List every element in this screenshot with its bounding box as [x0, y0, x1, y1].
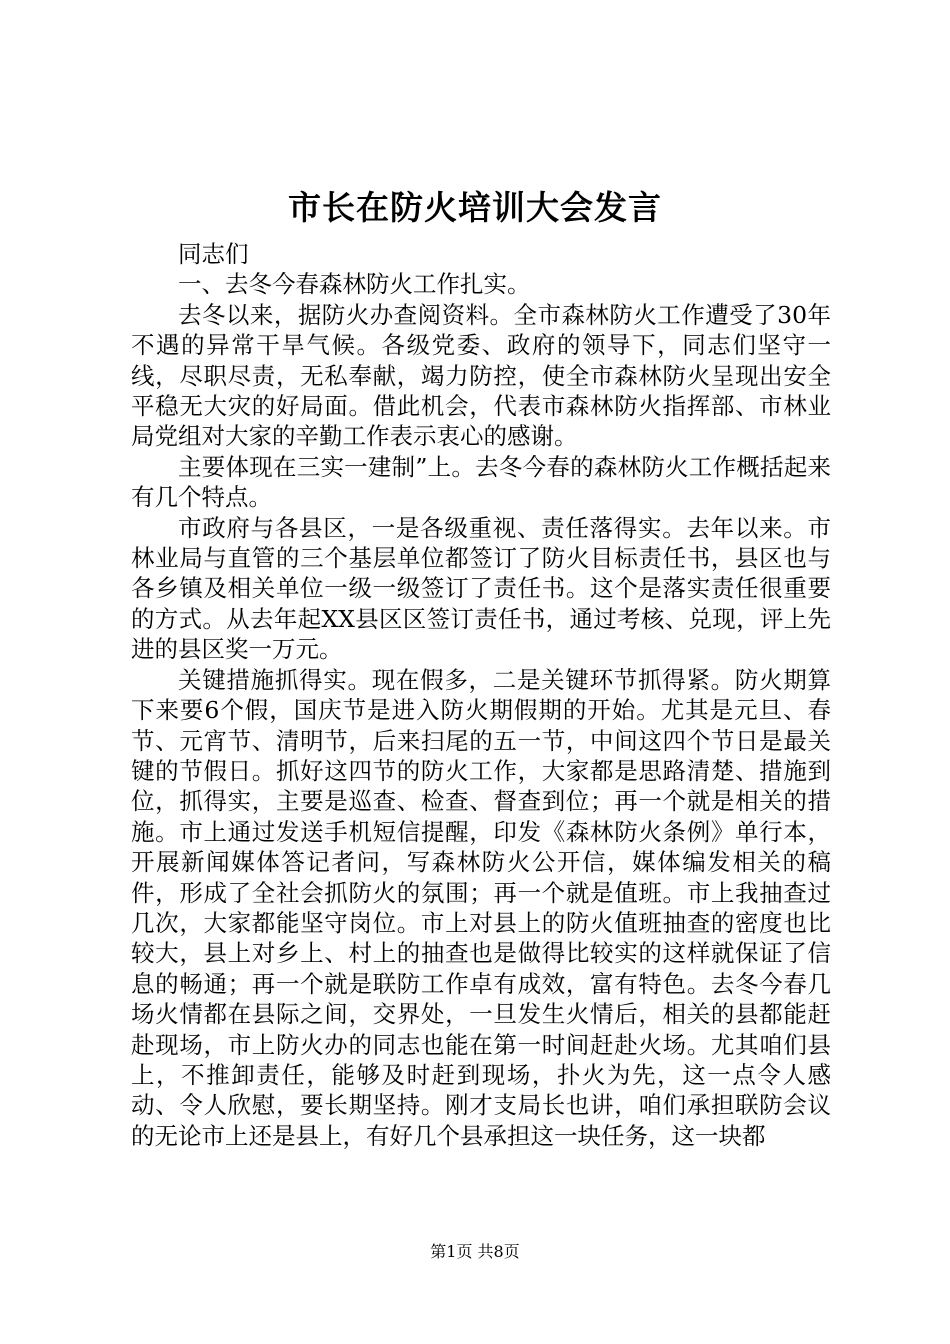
paragraph: 关键措施抓得实。现在假多，二是关键环节抓得紧。防火期算下来要6个假，国庆节是进入防火期假期的开始。尤其是元旦、春节、元宵节、清明节，后来扫尾的五一节，中间这四个节日是最关键的节假日。抓好这四节的防火工作，大家都是思路清楚、措施到位，抓得实，主要是巡查、检查、督查到位；再一个就是相关的措施。市上通过发送手机短信提醒，印发《森林防火条例》单行本，开展新闻媒体答记者问，写森林防火公开信，媒体编发相关的稿件，形成了全社会抓防火的氛围；再一个就是值班。市上我抽查过几次，大家都能坚守岗位。市上对县上的防火值班抽查的密度也比较大，县上对乡上、村上的抽查也是做得比较实的这样就保证了信息的畅通；再一个就是联防工作卓有成效，富有特色。去冬今春几场火情都在县际之间，交界处，一旦发生火情后，相关的县都能赶赴现场，市上防火办的同志也能在第一时间赶赴火场。尤其咱们县上，不推卸责任，能够及时赶到现场，扑火为先，这一点令人感动、令人欣慰，要长期坚持。刚才支局长也讲，咱们承担联防会议的无论市上还是县上，有好几个县承担这一块任务，这一块都 [131, 665, 831, 1150]
paragraph: 主要体现在三实一建制”上。去冬今春的森林防火工作概括起来有几个特点。 [131, 452, 831, 512]
document-body [131, 239, 831, 1151]
paragraph: 去冬以来，据防火办查阅资料。全市森林防火工作遭受了30年不遇的异常干旱气候。各级党委、政府的领导下，同志们坚守一线，尽职尽责，无私奉献，竭力防控，使全市森林防火呈现出安全平稳无大灾的好局面。借此机会，代表市森林防火指挥部、市林业局党组对大家的辛勤工作表示衷心的感谢。 [131, 300, 831, 451]
page-number-footer: 第1页 共8页 [430, 1242, 520, 1261]
paragraph-section-heading: 一、去冬今春森林防火工作扎实。 [178, 270, 531, 299]
paragraph-salutation: 同志们 [178, 240, 249, 268]
paragraph: 市政府与各县区，一是各级重视、责任落得实。去年以来。市林业局与直管的三个基层单位都签订了防火目标责任书，县区也与各乡镇及相关单位一级一级签订了责任书。这个是落实责任很重要的方式。从去年起XX县区区签订责任书，通过考核、兑现，评上先进的县区奖一万元。 [131, 513, 831, 664]
document-title: 市长在防火培训大会发言 [288, 188, 662, 227]
